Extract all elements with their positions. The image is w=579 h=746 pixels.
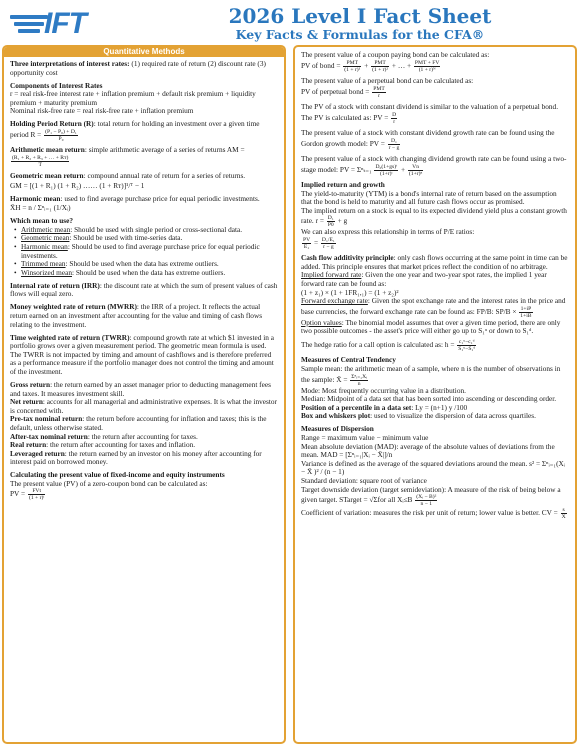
list-item: • Geometric mean: Should be used with time-series data.	[14, 234, 278, 243]
text: The present value of a coupon paying bond can be calculated as:	[301, 50, 490, 59]
text: : the IRR of a project. It reflects the actual return earned on an investment after accounting for the value and timing of cash flows relating to the investment.	[10, 302, 263, 329]
interest-rate-components	[10, 82, 278, 116]
central-tendency: Measures of Central Tendency Sample mean: the arithmetic mean of a sample, where n is the number of observations in the sample: X̄ = $\frac{\text{Σⁿᵢ₌₁Xᵢ}}{n}$ Mode: Most frequently occurring value in a distribution. Median: Midpoint of a data set that has been sorted into ascending or descending order. Position of a percentile in a data set: Ly = (n+1) y /100 Box and whiskers plot: used to visualize the dispersion of data across quartiles.	[301, 356, 569, 421]
text: The yield-to-maturity (YTM) is a bond's internal rate of return based on the assumption that the bond is held to maturity and all future cash flows occur as promised.	[301, 188, 557, 207]
heading: Holding Period Return (R)	[10, 119, 94, 129]
section-band: Quantitative Methods	[4, 47, 284, 57]
heading: Implied return and growth	[301, 179, 385, 189]
formula: PV of perpetual bond = $\frac{\text{PMT}}{r}$	[301, 85, 385, 99]
text: The present value of a perpetual bond can be calculated as:	[301, 75, 474, 85]
formula: X̄H = n / Σⁿᵢ₌₁ (1/Xᵢ)	[10, 203, 71, 213]
right-column	[293, 45, 577, 744]
text: We can also express this relationship in terms of P/E ratios:	[301, 227, 475, 237]
heading: Three interpretations of interest rates:	[10, 59, 130, 68]
text: : total return for holding an investment over a given time period R =	[10, 119, 260, 140]
numerator: (P₁ − P₀) + D₁	[45, 128, 77, 135]
heading: Internal rate of return (IRR)	[10, 280, 100, 290]
heading: Arithmetic mean return	[10, 145, 85, 155]
heading: Which mean to use?	[10, 216, 74, 226]
holding-period-return	[10, 120, 278, 142]
text: : used to find average purchase price for equal periodic investments.	[60, 193, 260, 203]
logo-stripes-icon	[10, 15, 48, 33]
present-value-instruments	[10, 471, 278, 501]
text: r = real risk-free interest rate + inflation premium + default risk premium + liquidity premium + maturity premium	[10, 89, 256, 107]
mean-list	[14, 226, 278, 278]
numerator: (R₁ + R₂ + R₃ + … + Rт)	[12, 154, 69, 161]
formula: GM = [(1 + R₁) (1 + R₂) …… (1 + Rт)]¹/ᵀ − 1	[10, 180, 145, 190]
irr	[10, 282, 278, 299]
arithmetic-mean-return	[10, 146, 278, 168]
two-stage-model: The present value of a stock with changing dividend growth rate can be found using a two-stage model: PV = Σⁿₜ₌₁ $\frac{\text{D₀(1+gs)ᵗ}}{\text{(1+r)ᵗ}}$ + $\frac{Vn}{\text{(1+r)ⁿ}}$	[301, 153, 567, 177]
formula: $\frac{PV}{\text{E₁}}$ = $\frac{\text{D₁/E₁}}{r - g}$	[303, 236, 335, 250]
coupon-bond-pv	[301, 51, 569, 73]
heading: Harmonic mean	[10, 193, 61, 203]
geometric-mean-return	[10, 172, 278, 190]
page-title: 2026 Level I Fact Sheet	[228, 4, 492, 28]
cash-flow-additivity: Cash flow additivity principle: only cash flows occurring at the same point in time can be added. This principle ensures that market prices reflect the condition of no arbitrage. Implied forward rate: Given the one year and two-year spot rates, the implied 1 year forward rate can be found as: (1 + z₁) × (1 + 1FR₁,₁) = (1 + z₂)² Forward exchange rate: Given the spot exchange rate and the interest rates in the price and base currencies, the forward exchange rate can be found as: FP/B: SP/B × $\frac{1+iP}{1+iB}$ Option values: The binomial model assumes that over a given time period, there are only two possible outcomes - the asset's price will either go up to S₁ᵘ or down to S₁ᵈ. The hedge ratio for a call option is calculated as: h = $\frac{\text{c₁ᵘ−c₁ᵈ}}{\text{S₁ᵘ−S₁ᵈ}}$	[301, 253, 568, 353]
perpetual-bond-pv	[301, 77, 569, 99]
text: : compound annual rate of return for a series of returns.	[83, 171, 246, 181]
list-item: • Trimmed mean: Should be used when the data has extreme outliers.	[14, 260, 278, 269]
formula-fraction	[11, 155, 69, 168]
harmonic-mean	[10, 195, 278, 213]
text: (1) required rate of return (2) discount rate (3) opportunity cost	[10, 59, 266, 77]
formula: PV = $\frac{\text{FVt}}{\text{(1 + r)ᵗ}}$	[10, 488, 45, 502]
text: Mode: Most frequently occurring value in a distribution.	[301, 385, 466, 395]
constant-dividend-stock: The PV of a stock with constant dividend is similar to the valuation of a perpetual bond. The PV is calculated as: PV = $\frac{D}{r}$	[301, 101, 559, 125]
list-item: • Winsorized mean: Should be used when the data has extreme outliers.	[14, 269, 278, 278]
heading: Time weighted rate of return (TWRR)	[10, 332, 130, 342]
formula: (1 + z₁) × (1 + 1FR₁,₁) = (1 + z₂)²	[301, 287, 399, 297]
formula-fraction	[44, 129, 78, 142]
logo-text: IFT	[44, 7, 86, 40]
gordon-growth-model: The present value of a stock with constant dividend growth rate can be found using the Gordon growth model: PV = $\frac{\text{D₁}}{r - g}$	[301, 127, 555, 151]
formula: PV of bond = $\frac{\text{PMT}}{\text{(1 + r)¹}}$ + $\frac{\text{PMT}}{\text{(1 + r)²}}$ + … + $\frac{\text{PMT + FV}}{\text{(1 + r)ᴺ}}$	[301, 59, 440, 73]
which-mean-to-use	[10, 217, 278, 277]
heading: Components of Interest Rates	[10, 80, 103, 90]
text: Mean absolute deviation (MAD): average of the absolute values of deviations from the mean. MAD = [Σⁿᵢ₌₁|Xᵢ − X̄|]/n	[301, 441, 555, 460]
list-item: • Harmonic mean: Should be used to find average purchase price for equal periodic investments.	[14, 243, 278, 260]
text: : simple arithmetic average of a series of returns AM =	[84, 145, 245, 155]
text: : compound growth rate at which $1 invested in a portfolio grows over a given measurement period. The geometric mean formula is used. The TWRR is not impacted by timing and amount of cashflows and is therefore preferred as a performance measure if the portfolio manager does not control the timing and amount of the investment.	[10, 332, 274, 376]
ift-logo[interactable]	[10, 7, 138, 40]
heading: Money weighted rate of return (MWRR)	[10, 302, 137, 312]
heading: Calculating the present value of fixed-income and equity instruments	[10, 470, 225, 480]
denominator: P₀	[58, 135, 64, 142]
text: : the discount rate at which the sum of present values of cash flows will equal zero.	[10, 280, 278, 299]
text: The present value (PV) of a zero-coupon bond can be calculated as:	[10, 478, 208, 488]
implied-return-growth: Implied return and growth The yield-to-maturity (YTM) is a bond's internal rate of return based on the assumption that the bond is held to maturity and all future cash flows occur as promised. The implied return on a stock is equal to its expected dividend yield plus a constant growth rate. r = $\frac{\text{D₁}}{P0}$ + g We can also express this relationship in terms of P/E ratios: $\frac{PV}{\text{E₁}}$ = $\frac{\text{D₁/E₁}}{r - g}$	[301, 181, 569, 250]
text: Nominal risk-free rate = real risk-free rate + inflation premium	[10, 106, 194, 116]
left-column	[2, 45, 286, 744]
heading: Measures of Dispersion	[301, 424, 374, 434]
twrr	[10, 334, 278, 377]
text: Median: Midpoint of a data set that has been sorted into ascending or descending order.	[301, 394, 557, 404]
text: Range = maximum value − minimum value	[301, 432, 429, 442]
dispersion: Measures of Dispersion Range = maximum value − minimum value Mean absolute deviation (MAD): average of the absolute values of deviations from the mean. MAD = [Σⁿᵢ₌₁|Xᵢ − X̄|]/n Variance is defined as the average of the squared deviations around the mean. s² = Σⁿᵢ₌₁(Xᵢ − X̄ )² / (n − 1) Standard deviation: square root of variance Target downside deviation (target semideviation): A measure of the risk of being below a given target. STarget = √Σfor all Xᵢ≤B $\frac{\text{(Xᵢ − B)²}}{n - 1}$ Coefficient of variation: measures the risk per unit of return; lower value is better. CV = $\frac{s}{X̄}$	[301, 425, 569, 520]
return-types: Gross return: the return earned by an asset manager prior to deducting management fees and taxes. It measures investment skill. Net return: accounts for all managerial and administrative expenses. It is what the investor is concerned with. Pre-tax nominal return: the return before accounting for inflation and taxes; this is the default, unless otherwise stated. After-tax nominal return: the return after accounting for taxes. Real return: the return after accounting for taxes and inflation. Leveraged return: the return earned by an investor on his money after accounting for interest paid on borrowed money.	[10, 379, 277, 467]
text: Variance is defined as the average of the squared deviations around the mean. s² = Σⁿᵢ₌₁(Xᵢ − X̄ )² / (n − 1)	[301, 458, 565, 477]
denominator: T	[38, 161, 42, 168]
text: Standard deviation: square root of variance	[301, 475, 427, 485]
heading: Geometric mean return	[10, 171, 84, 181]
list-item: • Arithmetic mean: Should be used with single period or cross-sectional data.	[14, 226, 278, 235]
interest-rate-interpretations	[10, 60, 278, 77]
header	[0, 0, 579, 46]
page-subtitle: Key Facts & Formulas for the CFA®	[235, 27, 485, 42]
heading: Measures of Central Tendency	[301, 355, 396, 365]
mwrr	[10, 303, 278, 329]
